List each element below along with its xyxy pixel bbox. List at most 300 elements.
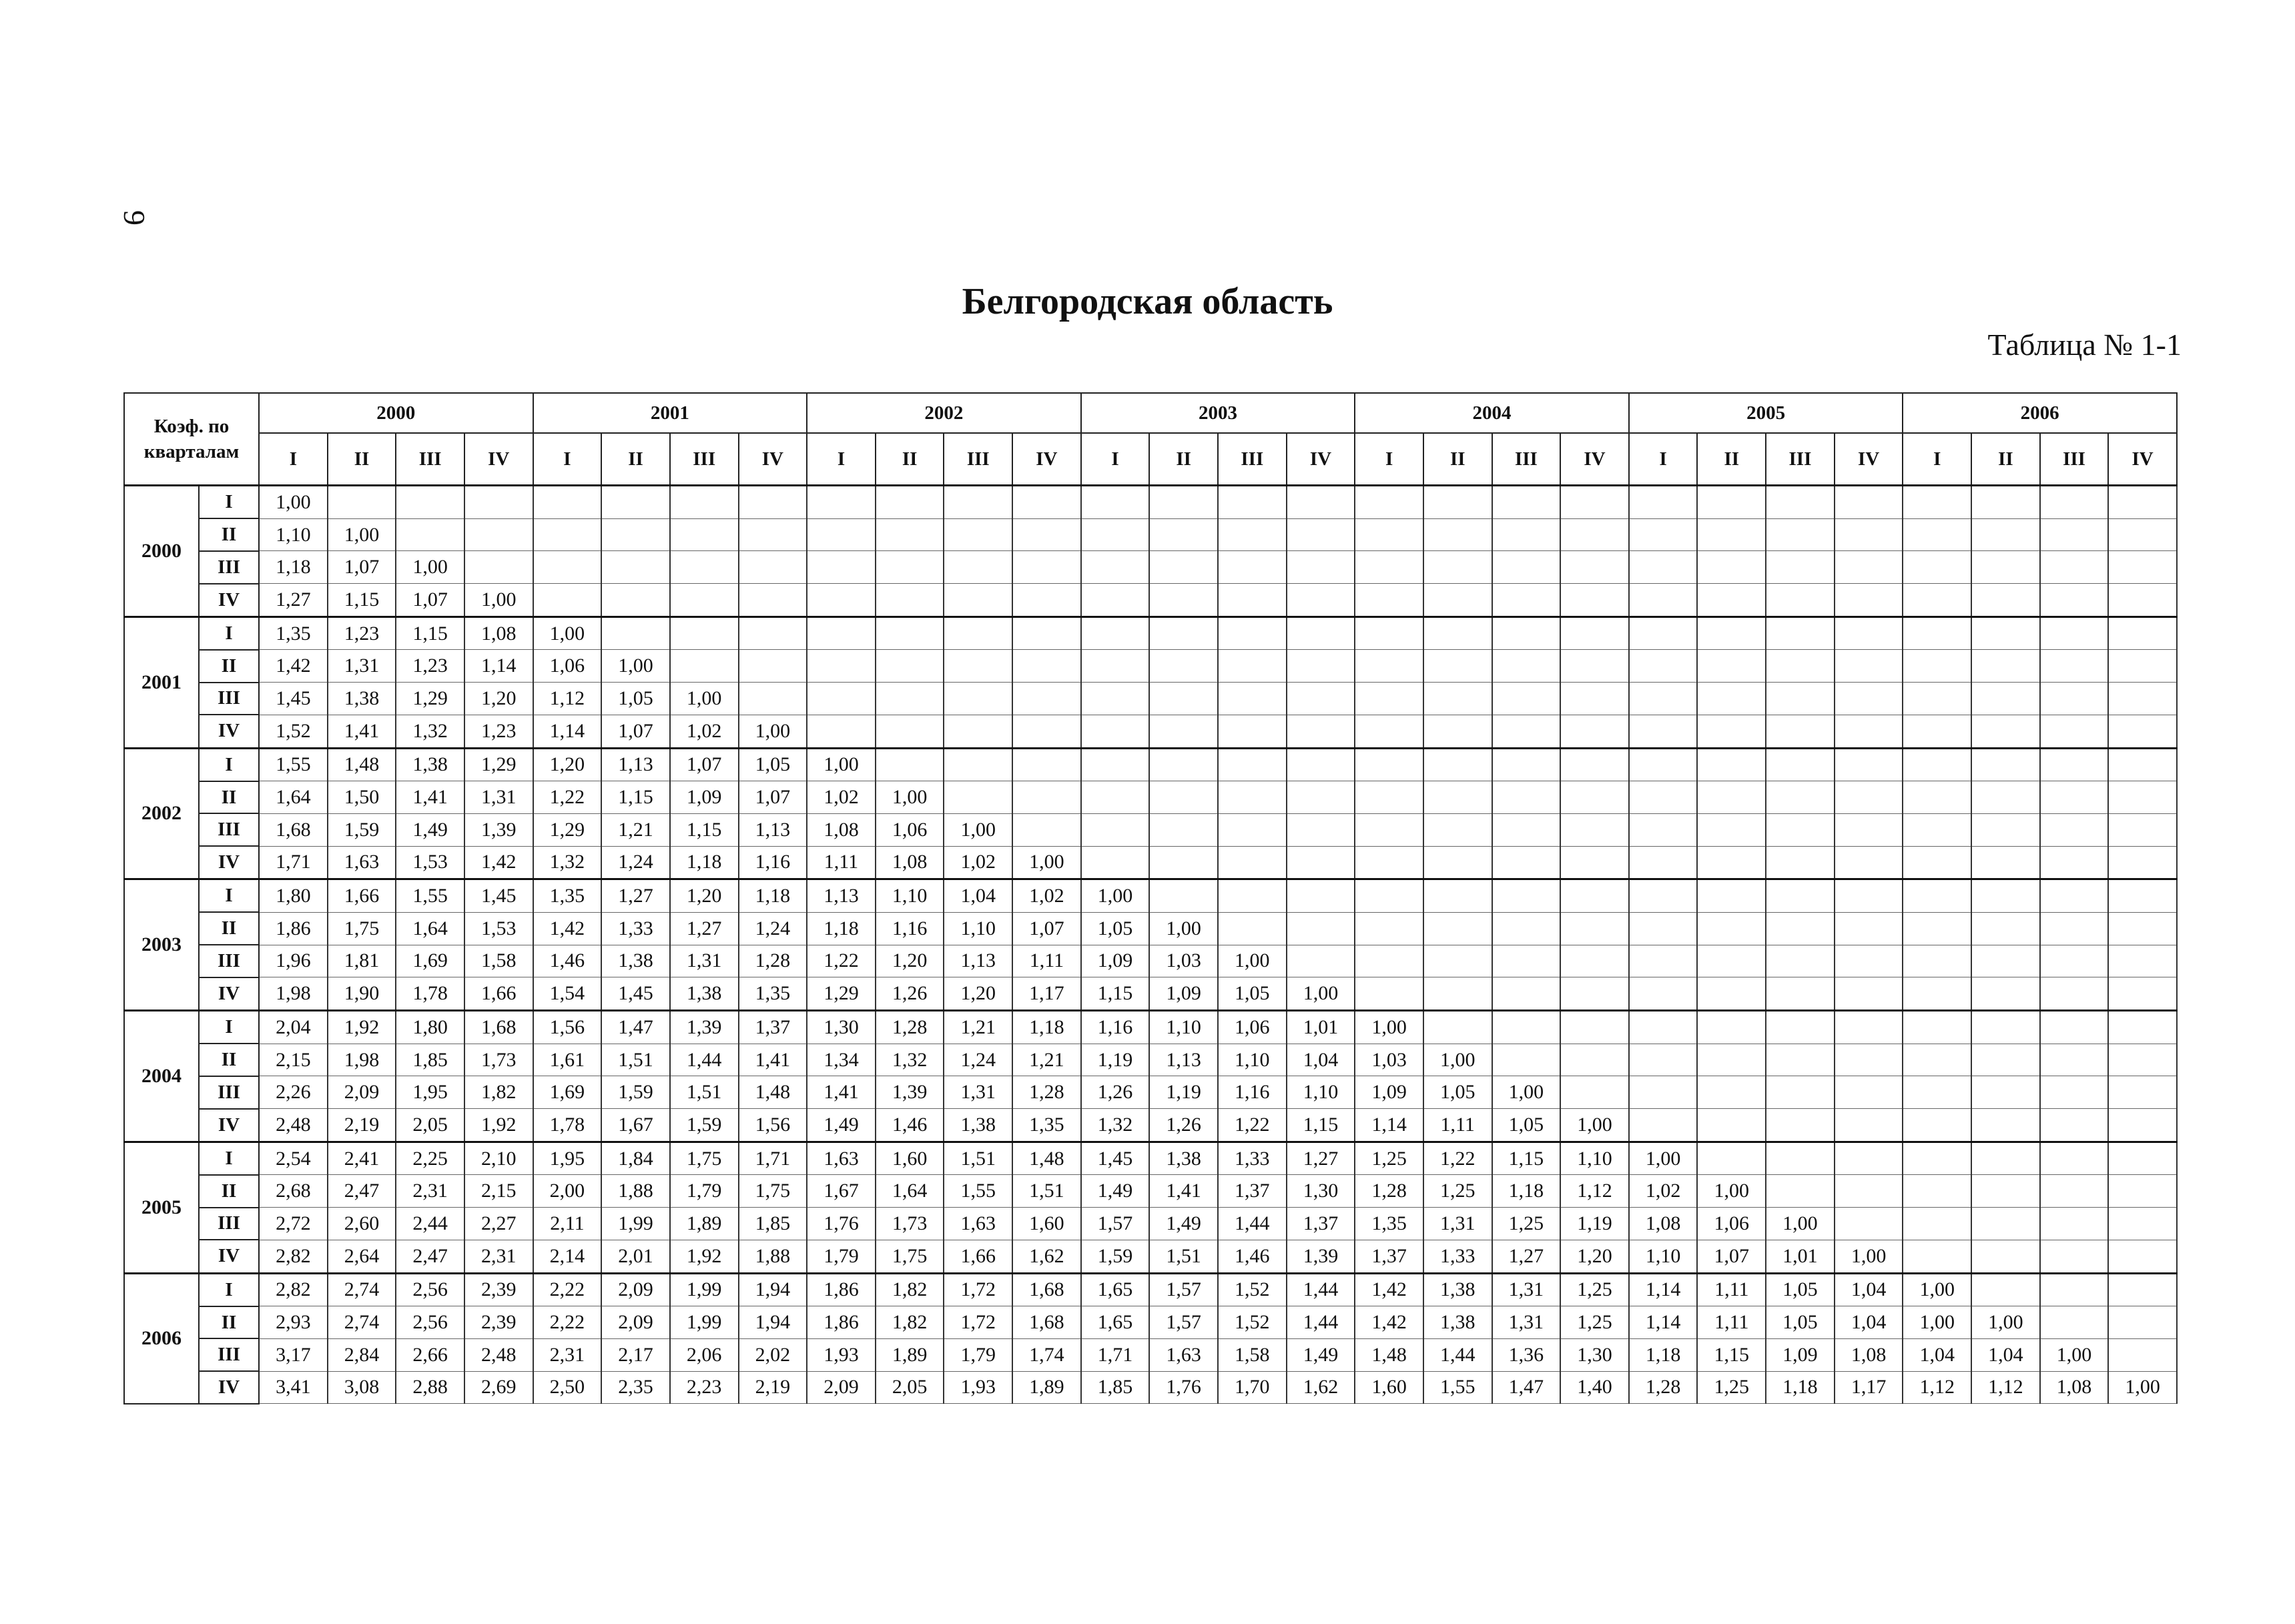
column-year-header: 2006 — [1903, 393, 2177, 433]
coefficient-cell: 1,00 — [1423, 1044, 1492, 1076]
coefficient-cell — [1492, 977, 1561, 1011]
coefficient-cell — [601, 584, 670, 617]
coefficient-cell — [1492, 715, 1561, 748]
coefficient-cell: 1,61 — [533, 1044, 602, 1076]
coefficient-cell: 1,28 — [876, 1011, 944, 1044]
coefficient-cell — [2040, 715, 2109, 748]
row-quarter-label: II — [199, 912, 259, 945]
coefficient-cell — [1355, 617, 1423, 650]
coefficient-cell: 1,37 — [1287, 1208, 1355, 1240]
coefficient-cell: 1,38 — [1423, 1273, 1492, 1306]
coefficient-cell — [1081, 781, 1150, 814]
coefficient-cell — [1218, 584, 1287, 617]
coefficient-cell: 2,09 — [807, 1371, 876, 1404]
coefficient-cell: 2,09 — [601, 1306, 670, 1339]
coefficient-cell: 1,94 — [739, 1273, 807, 1306]
column-quarter-header: II — [1697, 433, 1766, 486]
coefficient-cell — [1355, 945, 1423, 977]
row-year-label: 2001 — [124, 617, 199, 748]
coefficient-cell: 1,21 — [1012, 1044, 1081, 1076]
coefficient-cell: 1,27 — [670, 912, 739, 945]
coefficient-cell: 2,02 — [739, 1338, 807, 1371]
table-row — [124, 617, 2177, 650]
coefficient-cell — [1629, 715, 1698, 748]
coefficient-cell: 1,07 — [1697, 1240, 1766, 1273]
coefficient-cell — [1012, 813, 1081, 846]
coefficient-cell — [944, 584, 1012, 617]
coefficient-cell — [944, 486, 1012, 519]
coefficient-cell: 1,06 — [1697, 1208, 1766, 1240]
coefficient-cell: 1,51 — [944, 1142, 1012, 1175]
coefficient-cell — [1629, 1076, 1698, 1109]
coefficient-cell — [1149, 879, 1218, 913]
coefficient-cell — [1218, 879, 1287, 913]
coefficient-cell — [1903, 1240, 1971, 1273]
coefficient-cell: 1,57 — [1149, 1273, 1218, 1306]
coefficient-cell: 1,38 — [396, 748, 464, 781]
coefficient-cell — [328, 486, 396, 519]
coefficient-cell — [1560, 650, 1629, 683]
coefficient-cell: 1,00 — [1835, 1240, 1903, 1273]
coefficient-cell: 1,44 — [1287, 1306, 1355, 1339]
coefficient-cell — [1218, 715, 1287, 748]
table-row — [124, 977, 2177, 1011]
coefficient-cell — [1697, 617, 1766, 650]
coefficient-cell — [1629, 683, 1698, 715]
coefficient-cell: 1,74 — [1012, 1338, 1081, 1371]
coefficient-cell: 2,44 — [396, 1208, 464, 1240]
coefficient-cell — [1971, 813, 2040, 846]
coefficient-cell — [2040, 977, 2109, 1011]
coefficient-cell: 1,99 — [601, 1208, 670, 1240]
coefficient-cell — [1766, 1175, 1835, 1208]
coefficient-cell: 1,15 — [670, 813, 739, 846]
coefficient-cell: 1,18 — [1766, 1371, 1835, 1404]
coefficient-cell: 1,04 — [1287, 1044, 1355, 1076]
coefficient-cell — [1971, 879, 2040, 913]
coefficient-cell: 1,00 — [259, 486, 328, 519]
coefficient-cell: 1,68 — [464, 1011, 533, 1044]
coefficient-cell: 1,21 — [944, 1011, 1012, 1044]
coefficient-cell: 1,47 — [1492, 1371, 1561, 1404]
coefficient-cell — [396, 486, 464, 519]
coefficient-cell — [2108, 683, 2177, 715]
row-quarter-label: III — [199, 1208, 259, 1240]
coefficient-cell: 1,35 — [533, 879, 602, 913]
coefficient-cell: 1,67 — [601, 1109, 670, 1142]
coefficient-cell — [876, 518, 944, 551]
coefficient-cell: 1,47 — [601, 1011, 670, 1044]
coefficient-cell: 1,18 — [1629, 1338, 1698, 1371]
coefficient-cell — [876, 715, 944, 748]
coefficient-cell — [1835, 1175, 1903, 1208]
coefficient-cell: 1,04 — [944, 879, 1012, 913]
coefficient-cell: 1,32 — [1081, 1109, 1150, 1142]
coefficient-cell: 1,07 — [601, 715, 670, 748]
coefficient-cell: 1,99 — [670, 1306, 739, 1339]
coefficient-cell — [1560, 715, 1629, 748]
coefficient-cell: 1,01 — [1766, 1240, 1835, 1273]
coefficient-cell: 1,31 — [944, 1076, 1012, 1109]
coefficient-cell: 1,51 — [1149, 1240, 1218, 1273]
coefficient-cell: 1,31 — [1492, 1273, 1561, 1306]
coefficient-cell: 1,14 — [1355, 1109, 1423, 1142]
coefficient-cell — [2108, 912, 2177, 945]
coefficient-cell: 1,41 — [328, 715, 396, 748]
column-year-header: 2000 — [259, 393, 533, 433]
coefficient-cell — [1149, 781, 1218, 814]
coefficient-cell — [739, 551, 807, 584]
coefficient-cell — [1560, 1076, 1629, 1109]
coefficient-cell — [1218, 781, 1287, 814]
coefficient-cell — [1903, 846, 1971, 879]
coefficient-cell — [1629, 945, 1698, 977]
coefficient-cell — [1697, 518, 1766, 551]
coefficient-cell: 2,19 — [739, 1371, 807, 1404]
coefficient-cell — [1697, 1142, 1766, 1175]
coefficient-cell: 1,09 — [1766, 1338, 1835, 1371]
coefficient-cell: 1,48 — [328, 748, 396, 781]
coefficient-cell: 2,26 — [259, 1076, 328, 1109]
coefficient-cell — [2040, 584, 2109, 617]
coefficient-cell — [739, 683, 807, 715]
coefficient-cell — [2108, 781, 2177, 814]
coefficient-cell — [944, 715, 1012, 748]
coefficient-cell — [1560, 683, 1629, 715]
coefficient-cell — [1218, 486, 1287, 519]
coefficient-cell — [1903, 813, 1971, 846]
coefficient-cell: 1,45 — [601, 977, 670, 1011]
coefficient-cell — [876, 584, 944, 617]
coefficient-cell — [1218, 683, 1287, 715]
coefficient-cell — [1355, 912, 1423, 945]
coefficient-cell — [1903, 781, 1971, 814]
coefficient-cell — [1287, 584, 1355, 617]
coefficient-cell: 1,29 — [533, 813, 602, 846]
coefficient-cell: 1,23 — [464, 715, 533, 748]
coefficient-cell — [2108, 1306, 2177, 1339]
coefficient-cell: 1,10 — [944, 912, 1012, 945]
table-row — [124, 518, 2177, 551]
coefficient-cell: 1,11 — [1697, 1306, 1766, 1339]
coefficient-cell — [2040, 748, 2109, 781]
coefficient-cell — [2108, 846, 2177, 879]
row-year-label: 2004 — [124, 1011, 199, 1142]
coefficient-cell — [739, 518, 807, 551]
coefficient-cell — [1423, 551, 1492, 584]
coefficient-cell: 1,49 — [1081, 1175, 1150, 1208]
coefficient-cell: 1,16 — [1081, 1011, 1150, 1044]
coefficient-cell: 2,93 — [259, 1306, 328, 1339]
coefficient-cell: 1,37 — [1355, 1240, 1423, 1273]
coefficient-cell: 2,14 — [533, 1240, 602, 1273]
coefficient-cell: 2,48 — [464, 1338, 533, 1371]
coefficient-cell — [1903, 617, 1971, 650]
coefficient-cell: 1,82 — [876, 1306, 944, 1339]
coefficient-cell — [1766, 813, 1835, 846]
coefficient-cell: 1,04 — [1835, 1273, 1903, 1306]
coefficient-cell — [1423, 715, 1492, 748]
coefficient-cell: 1,58 — [1218, 1338, 1287, 1371]
coefficient-cell: 1,26 — [1149, 1109, 1218, 1142]
coefficient-cell: 1,09 — [1149, 977, 1218, 1011]
coefficient-cell: 1,36 — [1492, 1338, 1561, 1371]
coefficient-cell — [2108, 486, 2177, 519]
coefficient-cell — [2108, 1044, 2177, 1076]
coefficient-cell: 1,93 — [944, 1371, 1012, 1404]
coefficient-cell: 1,56 — [533, 1011, 602, 1044]
coefficient-cell: 1,20 — [1560, 1240, 1629, 1273]
coefficient-cell: 1,44 — [1218, 1208, 1287, 1240]
coefficient-cell: 1,66 — [464, 977, 533, 1011]
coefficient-cell — [1766, 1011, 1835, 1044]
coefficient-cell — [1149, 551, 1218, 584]
column-quarter-header: I — [1355, 433, 1423, 486]
coefficient-cell: 1,15 — [1287, 1109, 1355, 1142]
coefficient-cell: 1,08 — [876, 846, 944, 879]
coefficient-cell: 1,94 — [739, 1306, 807, 1339]
coefficient-cell — [1355, 846, 1423, 879]
coefficient-cell — [396, 518, 464, 551]
corner-label: Коэф. по кварталам — [124, 393, 259, 486]
coefficient-cell: 1,38 — [601, 945, 670, 977]
coefficient-cell: 1,33 — [1423, 1240, 1492, 1273]
coefficient-cell: 1,92 — [464, 1109, 533, 1142]
coefficient-cell — [1287, 813, 1355, 846]
coefficient-cell — [1287, 912, 1355, 945]
table-row — [124, 1208, 2177, 1240]
coefficient-cell: 1,13 — [601, 748, 670, 781]
row-quarter-label: I — [199, 879, 259, 913]
coefficient-cell — [1355, 650, 1423, 683]
coefficient-cell — [2040, 1240, 2109, 1273]
coefficient-cell: 1,28 — [1629, 1371, 1698, 1404]
coefficient-cell: 1,62 — [1012, 1240, 1081, 1273]
column-year-header: 2001 — [533, 393, 807, 433]
column-quarter-header: IV — [739, 433, 807, 486]
coefficient-cell — [1697, 715, 1766, 748]
coefficient-cell — [1149, 486, 1218, 519]
coefficient-cell: 1,22 — [533, 781, 602, 814]
coefficient-cell: 1,13 — [739, 813, 807, 846]
coefficient-cell: 1,46 — [1218, 1240, 1287, 1273]
coefficient-cell: 1,33 — [1218, 1142, 1287, 1175]
coefficient-cell — [1835, 945, 1903, 977]
coefficient-cell — [1355, 551, 1423, 584]
table-row — [124, 879, 2177, 913]
coefficient-cell — [1149, 683, 1218, 715]
coefficient-cell — [1629, 912, 1698, 945]
coefficient-cell: 1,69 — [396, 945, 464, 977]
coefficient-cell: 1,12 — [533, 683, 602, 715]
coefficient-cell: 1,19 — [1081, 1044, 1150, 1076]
coefficient-cell — [2040, 650, 2109, 683]
coefficient-cell — [1971, 977, 2040, 1011]
coefficient-cell — [1012, 584, 1081, 617]
coefficient-cell: 1,29 — [396, 683, 464, 715]
coefficient-cell: 1,15 — [1697, 1338, 1766, 1371]
coefficient-cell: 1,65 — [1081, 1306, 1150, 1339]
coefficient-cell — [1492, 945, 1561, 977]
coefficient-cell — [1697, 846, 1766, 879]
coefficient-cell — [1697, 650, 1766, 683]
coefficient-cell — [1492, 813, 1561, 846]
coefficient-cell — [1697, 1109, 1766, 1142]
coefficient-cell — [1971, 1076, 2040, 1109]
coefficient-cell — [1149, 584, 1218, 617]
coefficient-cell: 1,11 — [807, 846, 876, 879]
coefficient-cell — [1903, 1208, 1971, 1240]
coefficient-cell — [1629, 977, 1698, 1011]
coefficient-cell — [1697, 879, 1766, 913]
table-number: Таблица № 1-1 — [1987, 328, 2182, 362]
coefficient-cell — [1355, 715, 1423, 748]
coefficient-cell — [2108, 1109, 2177, 1142]
coefficient-cell — [1629, 486, 1698, 519]
coefficient-cell — [1560, 912, 1629, 945]
coefficient-cell: 2,06 — [670, 1338, 739, 1371]
coefficient-cell: 1,25 — [1492, 1208, 1561, 1240]
coefficient-cell: 1,12 — [1560, 1175, 1629, 1208]
coefficient-cell — [670, 551, 739, 584]
coefficient-cell — [1560, 1044, 1629, 1076]
coefficient-cell — [1971, 683, 2040, 715]
coefficient-cell: 1,24 — [601, 846, 670, 879]
coefficient-cell — [1560, 977, 1629, 1011]
coefficient-cell: 1,33 — [601, 912, 670, 945]
table-row — [124, 1142, 2177, 1175]
coefficient-cell: 2,05 — [396, 1109, 464, 1142]
coefficient-cell — [1287, 486, 1355, 519]
coefficient-cell — [601, 486, 670, 519]
coefficient-cell: 1,35 — [739, 977, 807, 1011]
coefficient-cell: 1,34 — [807, 1044, 876, 1076]
coefficient-cell: 1,41 — [1149, 1175, 1218, 1208]
row-year-label: 2006 — [124, 1273, 199, 1404]
coefficient-cell — [1492, 879, 1561, 913]
coefficient-cell: 1,00 — [1697, 1175, 1766, 1208]
coefficient-cell — [1355, 813, 1423, 846]
coefficient-cell — [1903, 748, 1971, 781]
coefficient-cell — [1971, 1208, 2040, 1240]
coefficient-cell: 1,02 — [1012, 879, 1081, 913]
coefficient-cell — [1287, 781, 1355, 814]
coefficient-cell — [1560, 617, 1629, 650]
page-number: 9 — [117, 210, 151, 226]
coefficient-cell: 2,82 — [259, 1273, 328, 1306]
coefficient-cell — [1081, 551, 1150, 584]
coefficient-cell — [670, 584, 739, 617]
column-quarter-header: II — [1423, 433, 1492, 486]
coefficient-cell — [1835, 846, 1903, 879]
coefficient-cell — [876, 683, 944, 715]
coefficient-cell: 1,21 — [601, 813, 670, 846]
coefficient-cell — [1903, 1175, 1971, 1208]
coefficient-cell: 1,00 — [1971, 1306, 2040, 1339]
coefficient-cell: 2,35 — [601, 1371, 670, 1404]
coefficient-cell — [807, 551, 876, 584]
coefficient-cell — [739, 650, 807, 683]
row-quarter-label: IV — [199, 1371, 259, 1404]
coefficient-cell: 1,30 — [807, 1011, 876, 1044]
coefficient-cell — [1149, 518, 1218, 551]
coefficient-cell — [807, 486, 876, 519]
coefficient-cell — [1629, 1044, 1698, 1076]
coefficient-cell: 1,00 — [1766, 1208, 1835, 1240]
coefficient-cell — [1287, 551, 1355, 584]
coefficient-cell: 1,15 — [328, 584, 396, 617]
coefficient-cell — [1766, 617, 1835, 650]
coefficient-cell: 1,55 — [944, 1175, 1012, 1208]
coefficient-cell — [1835, 781, 1903, 814]
coefficient-cell — [1971, 1011, 2040, 1044]
coefficient-cell: 2,69 — [464, 1371, 533, 1404]
coefficient-cell — [1149, 813, 1218, 846]
coefficient-cell — [1012, 518, 1081, 551]
coefficient-cell: 1,30 — [1560, 1338, 1629, 1371]
coefficient-cell — [1492, 617, 1561, 650]
coefficient-cell — [1218, 650, 1287, 683]
coefficient-cell — [2040, 518, 2109, 551]
coefficient-cell: 1,00 — [876, 781, 944, 814]
coefficient-cell — [1287, 617, 1355, 650]
coefficient-cell — [1081, 617, 1150, 650]
coefficient-cell — [1423, 518, 1492, 551]
coefficient-cell: 1,00 — [601, 650, 670, 683]
coefficient-cell — [1766, 683, 1835, 715]
coefficient-cell — [1423, 977, 1492, 1011]
coefficient-cell — [2040, 551, 2109, 584]
coefficient-cell: 1,80 — [396, 1011, 464, 1044]
column-quarter-header: II — [601, 433, 670, 486]
coefficient-cell — [1835, 584, 1903, 617]
coefficient-cell: 2,54 — [259, 1142, 328, 1175]
coefficient-cell: 1,26 — [876, 977, 944, 1011]
row-year-label: 2002 — [124, 748, 199, 879]
coefficient-cell — [1012, 650, 1081, 683]
coefficient-cell: 1,73 — [464, 1044, 533, 1076]
coefficient-cell — [1423, 912, 1492, 945]
column-year-header: 2005 — [1629, 393, 1903, 433]
coefficient-cell: 1,76 — [1149, 1371, 1218, 1404]
coefficient-cell — [1355, 518, 1423, 551]
coefficient-cell: 1,48 — [739, 1076, 807, 1109]
coefficient-cell — [1012, 683, 1081, 715]
coefficient-cell — [807, 584, 876, 617]
table-row — [124, 945, 2177, 977]
coefficient-cell: 2,31 — [464, 1240, 533, 1273]
table-row — [124, 650, 2177, 683]
coefficient-cell — [2040, 617, 2109, 650]
coefficient-cell: 1,31 — [1492, 1306, 1561, 1339]
coefficient-cell — [1492, 584, 1561, 617]
coefficient-cell: 1,00 — [1903, 1273, 1971, 1306]
coefficient-cell: 1,67 — [807, 1175, 876, 1208]
coefficient-cell: 1,51 — [1012, 1175, 1081, 1208]
coefficient-cell — [2108, 945, 2177, 977]
coefficient-cell — [1423, 617, 1492, 650]
row-year-label: 2000 — [124, 486, 199, 617]
row-quarter-label: II — [199, 1175, 259, 1208]
coefficient-cell — [1697, 813, 1766, 846]
coefficient-cell — [1697, 977, 1766, 1011]
coefficient-cell: 1,48 — [1355, 1338, 1423, 1371]
coefficient-cell: 1,75 — [670, 1142, 739, 1175]
coefficient-cell — [1629, 584, 1698, 617]
coefficient-cell: 1,42 — [259, 650, 328, 683]
coefficient-cell: 2,47 — [396, 1240, 464, 1273]
coefficient-cell — [1560, 551, 1629, 584]
